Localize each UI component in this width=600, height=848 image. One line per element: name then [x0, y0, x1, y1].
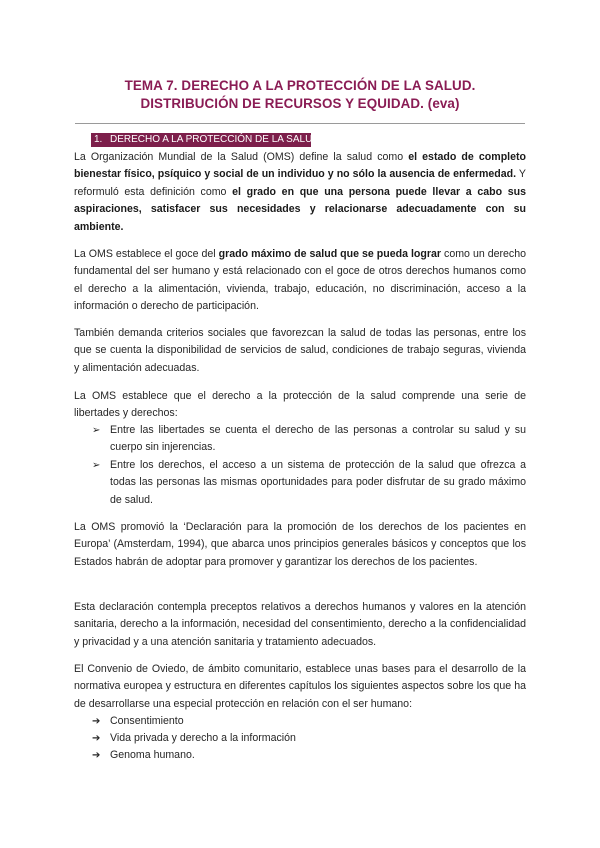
arrow-bullet-icon: ➔ [92, 750, 101, 761]
title-divider [75, 123, 525, 124]
document-title-line-2: DISTRIBUCIÓN DE RECURSOS Y EQUIDAD. (eva) [140, 96, 460, 111]
section-number: 1. [94, 134, 103, 145]
document-title-line-1: TEMA 7. DERECHO A LA PROTECCIÓN DE LA SALUD. [124, 78, 476, 93]
p1-bold-b: el estado de completo bienestar físico, psíquico y social de un individuo y no sólo la ausencia de enfermedad. [74, 151, 526, 181]
p2-text-a: La OMS establece el goce del [74, 248, 219, 260]
paragraph-convenio-oviedo: El Convenio de Oviedo, de ámbito comunitario, establece unas bases para el desarrollo de la normativa europea y estructura en diferentes capítulos los siguientes aspectos sobre los que ha de desarrollarse una especial protección en relación con el ser humano: [74, 663, 526, 710]
p2-text-c: como un derecho fundamental del ser humano y está relacionado con el goce de otros derechos humanos como el derecho a la alimentación, vivienda, trabajo, educación, no discriminación, acceso a la información o derecho de participación. [74, 248, 527, 313]
chevron-bullet-icon: ➢ [92, 425, 101, 436]
section-label: DERECHO A LA PROTECCIÓN DE LA SALUD [110, 134, 320, 145]
p1-text-c: Y reformuló esta definición como [74, 168, 526, 198]
list-item-derechos: Entre los derechos, el acceso a un sistema de protección de la salud que ofrezca a todas las personas las mismas oportunidades para poder disfrutar de su grado máximo de salud. [110, 459, 526, 506]
p1-text-a: La Organización Mundial de la Salud (OMS) define la salud como [74, 151, 409, 163]
list-item-libertades: Entre las libertades se cuenta el derecho de las personas a controlar su salud y su cuerpo sin injerencias. [110, 424, 526, 454]
paragraph-oms-grado-maximo [74, 246, 526, 316]
list-item-consentimiento: Consentimiento [110, 715, 184, 727]
p1-bold-d: el grado en que una persona puede llevar a cabo sus aspiraciones, satisfacer sus necesidades y relacionarse adecuadamente con su ambiente. [74, 185, 526, 233]
chevron-bullet-icon: ➢ [92, 460, 101, 471]
p2-bold-b: grado máximo de salud que se pueda lograr [218, 248, 442, 260]
paragraph-oms-definition [74, 149, 526, 236]
list-item-genoma: Genoma humano. [110, 749, 195, 761]
paragraph-declaracion-amsterdam: La OMS promovió la ‘Declaración para la promoción de los derechos de los pacientes en Europa’ (Amsterdam, 1994), que abarca unos principios generales básicos y conceptos que los Estados habrán de adoptar para promover y garantizar los derechos de los pacientes. [74, 521, 526, 568]
arrow-bullet-icon: ➔ [92, 733, 101, 744]
arrow-bullet-icon: ➔ [92, 716, 101, 727]
paragraph-preceptos: Esta declaración contempla preceptos relativos a derechos humanos y valores en la atención sanitaria, derecho a la información, necesidad del consentimiento, derecho a la confidencialidad y privacidad y a una atención sanitaria y tratamiento adecuados. [74, 601, 526, 648]
list-item-vida-privada: Vida privada y derecho a la información [110, 732, 296, 744]
section-heading [91, 133, 320, 147]
paragraph-criterios-sociales: También demanda criterios sociales que favorezcan la salud de todas las personas, entre los que se cuenta la disponibilidad de servicios de salud, condiciones de trabajo seguras, vivienda y alimentación adecuadas. [74, 327, 526, 374]
paragraph-libertades-derechos: La OMS establece que el derecho a la protección de la salud comprende una serie de libertades y derechos: [74, 390, 526, 420]
